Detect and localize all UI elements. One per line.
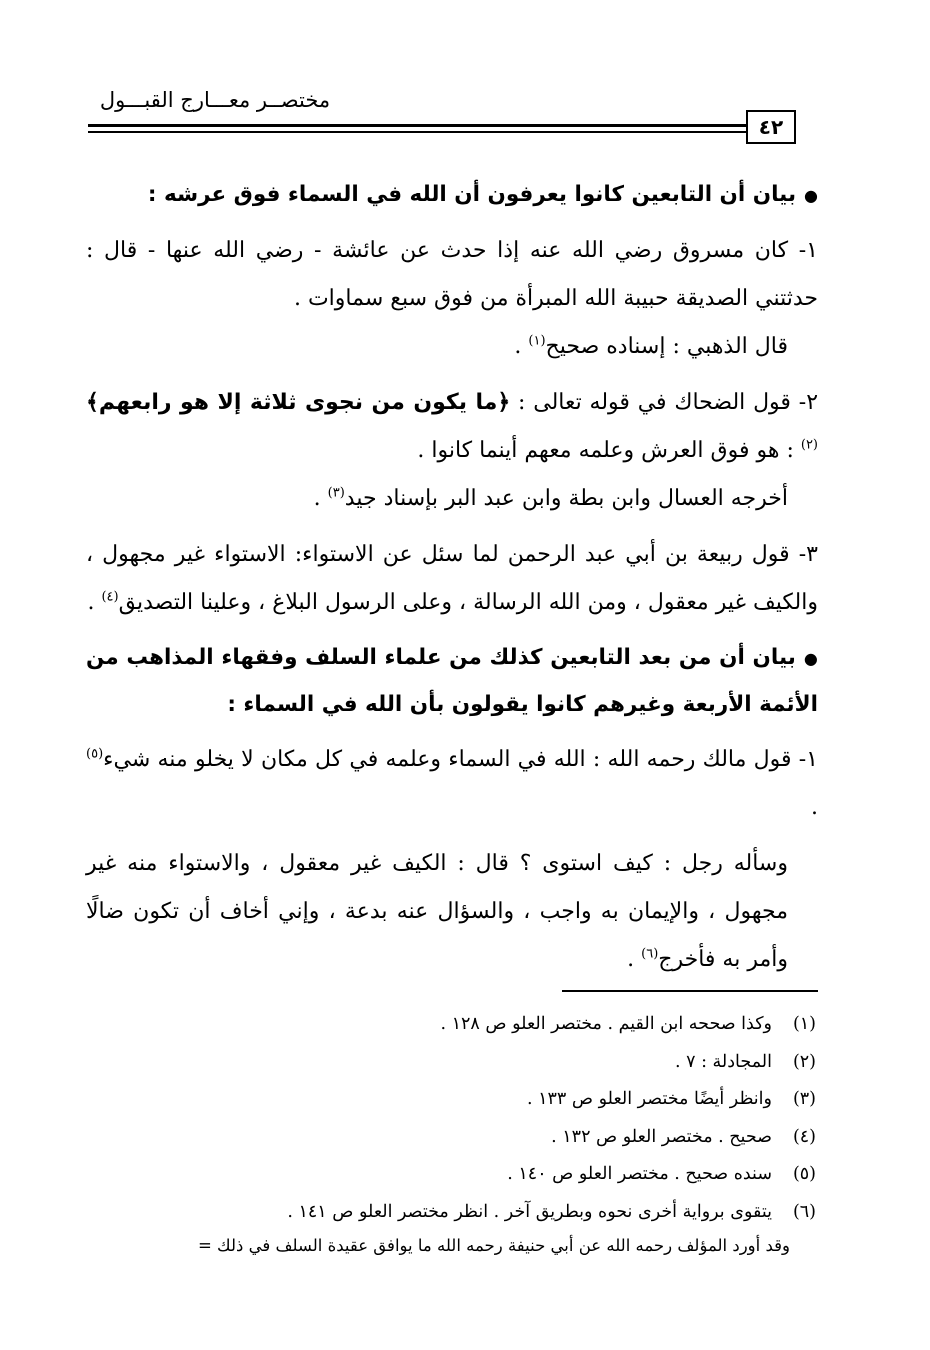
footnote-ref[interactable]: (٣) [327, 485, 345, 501]
footnote: (٤)صحيح . مختصر العلو ص ١٣٢ . [551, 1126, 816, 1147]
bullet-icon: ● [804, 186, 818, 205]
page-number: ٤٢ [746, 110, 796, 144]
footnote-continuation: وقد أورد المؤلف رحمه الله عن أبي حنيفة رحمه الله ما يوافق عقيدة السلف في ذلك = [197, 1236, 790, 1255]
footnote-ref[interactable]: (٤) [101, 589, 119, 605]
header-rule [88, 124, 746, 127]
item-2-2: وسأله رجل : كيف استوى ؟ قال : الكيف غير معقول ، والاستواء منه غير مجهول ، والإيمان به واجب ، والسؤال عنه بدعة ، وإني أخاف أن تكون ضالًا وأمر به فأخرج$^{(٦)}$ . [86, 851, 788, 972]
section-heading-2: ●بيان أن من بعد التابعين كذلك من علماء السلف وفقهاء المذاهب من الأئمة الأربعة وغيرهم كانوا يقولون بأن الله في السماء : [86, 645, 818, 717]
item-1-1-sub: قال الذهبي : إسناده صحيح$^{(١)}$ . [514, 333, 788, 359]
item-1-1: ١- كان مسروق رضي الله عنه إذا حدث عن عائشة - رضي الله عنها - قال : حدثتني الصديقة حبيبة الله المبرأة من فوق سبع سماوات . [86, 238, 818, 311]
footnote: (٣)وانظر أيضًا مختصر العلو ص ١٣٣ . [526, 1089, 816, 1109]
item-1-2: ٢- قول الضحاك في قوله تعالى : ﴿ما يكون من نجوى ثلاثة إلا هو رابعهم﴾$^{(٢)}$ : هو فوق العرش وعلمه معهم أينما كانوا . [86, 390, 819, 463]
footnote-ref[interactable]: (٢) [800, 437, 818, 453]
item-2-1: ١- قول مالك رحمه الله : الله في السماء وعلمه في كل مكان لا يخلو منه شيء$^{(٥)}$ . [86, 746, 818, 820]
bullet-icon: ● [803, 649, 818, 668]
running-header-title: مختصــر معـــارج القبـــول [99, 88, 331, 112]
page-body [86, 172, 818, 1261]
footnote: (٥)سنده صحيح . مختصر العلو ص ١٤٠ . [507, 1164, 816, 1184]
section-heading-1: ●بيان أن التابعين كانوا يعرفون أن الله في السماء فوق عرشه : [147, 182, 818, 207]
footnote: (٦)يتقوى برواية أخرى نحوه وبطريق آخر . انظر مختصر العلو ص ١٤١ . [287, 1201, 816, 1222]
item-1-3: ٣- قول ربيعة بن أبي عبد الرحمن لما سئل عن الاستواء: الاستواء غير مجهول ، والكيف غير معقول ، ومن الله الرسالة ، وعلى الرسول البلاغ ، وعلينا التصديق$^{(٤)}$ . [86, 542, 818, 615]
footnote: (٢)المجادلة : ٧ . [674, 1051, 816, 1072]
footnote-separator [562, 990, 818, 992]
header-rule-thin [88, 131, 746, 133]
footnote: (١)وكذا صححه ابن القيم . مختصر العلو ص ١٢٨ . [440, 1014, 816, 1034]
footnote-ref[interactable]: (٦) [641, 946, 659, 962]
footnote-ref[interactable]: (١) [528, 333, 546, 349]
item-1-2-sub: أخرجه العسال وابن بطة وابن عبد البر بإسناد جيد$^{(٣)}$ . [313, 485, 788, 511]
quran-quote: ﴿ما يكون من نجوى ثلاثة إلا هو رابعهم﴾ [86, 390, 511, 415]
footnotes [86, 1006, 818, 1261]
footnote-ref[interactable]: (٥) [86, 746, 104, 762]
